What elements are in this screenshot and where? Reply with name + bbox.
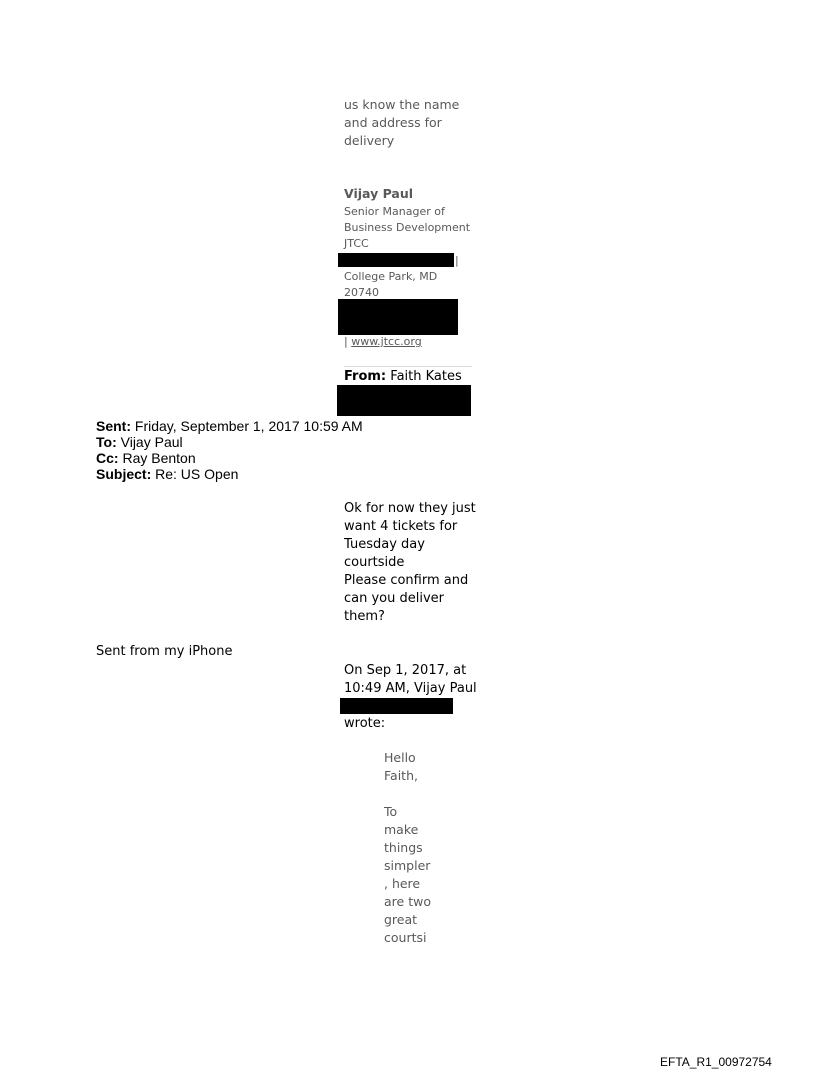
sent-label: Sent: xyxy=(96,418,131,434)
signature-name: Vijay Paul xyxy=(344,186,414,201)
sent-value: Friday, September 1, 2017 10:59 AM xyxy=(134,418,363,434)
signature-title-1: Senior Manager of xyxy=(344,205,445,218)
signature-pipe: | xyxy=(455,254,459,267)
signature-web-prefix: | xyxy=(344,335,352,348)
subject-line xyxy=(96,466,238,482)
from-value: Faith Kates xyxy=(390,369,462,384)
document-id: EFTA_R1_00972754 xyxy=(660,1055,772,1069)
subject-label: Subject: xyxy=(96,466,152,482)
signature-web xyxy=(344,334,422,350)
website-link[interactable]: www.jtcc.org xyxy=(351,335,422,348)
signature-zip: 20740 xyxy=(344,286,379,299)
from-label: From: xyxy=(344,369,387,384)
redaction-box xyxy=(338,253,454,267)
divider xyxy=(344,366,472,367)
redaction-box xyxy=(338,299,458,335)
subject-value: Re: US Open xyxy=(155,466,239,482)
message-body: Ok for now they just want 4 tickets for Tuesday day courtside Please confirm and can you deliver them? xyxy=(344,501,476,624)
from-line xyxy=(344,369,462,384)
to-line xyxy=(96,434,183,450)
quoted-body: To make things simpler , here are two great courtsi xyxy=(384,804,431,945)
quote-intro: On Sep 1, 2017, at 10:49 AM, Vijay Paul xyxy=(344,663,477,696)
continued-text: us know the name and address for delivery xyxy=(344,97,460,148)
signature-org: JTCC xyxy=(344,237,369,250)
cc-value: Ray Benton xyxy=(122,450,196,466)
to-label: To: xyxy=(96,434,117,450)
signature-title-2: Business Development xyxy=(344,221,471,234)
redaction-box xyxy=(337,385,471,416)
to-value: Vijay Paul xyxy=(120,434,183,450)
cc-line xyxy=(96,450,196,466)
quoted-greeting: Hello Faith, xyxy=(384,750,418,783)
signature-city: College Park, MD xyxy=(344,270,438,283)
quote-wrote: wrote: xyxy=(344,716,386,731)
redaction-box xyxy=(340,698,453,714)
sent-line xyxy=(96,418,363,434)
cc-label: Cc: xyxy=(96,450,119,466)
sent-from-iphone: Sent from my iPhone xyxy=(96,644,233,659)
